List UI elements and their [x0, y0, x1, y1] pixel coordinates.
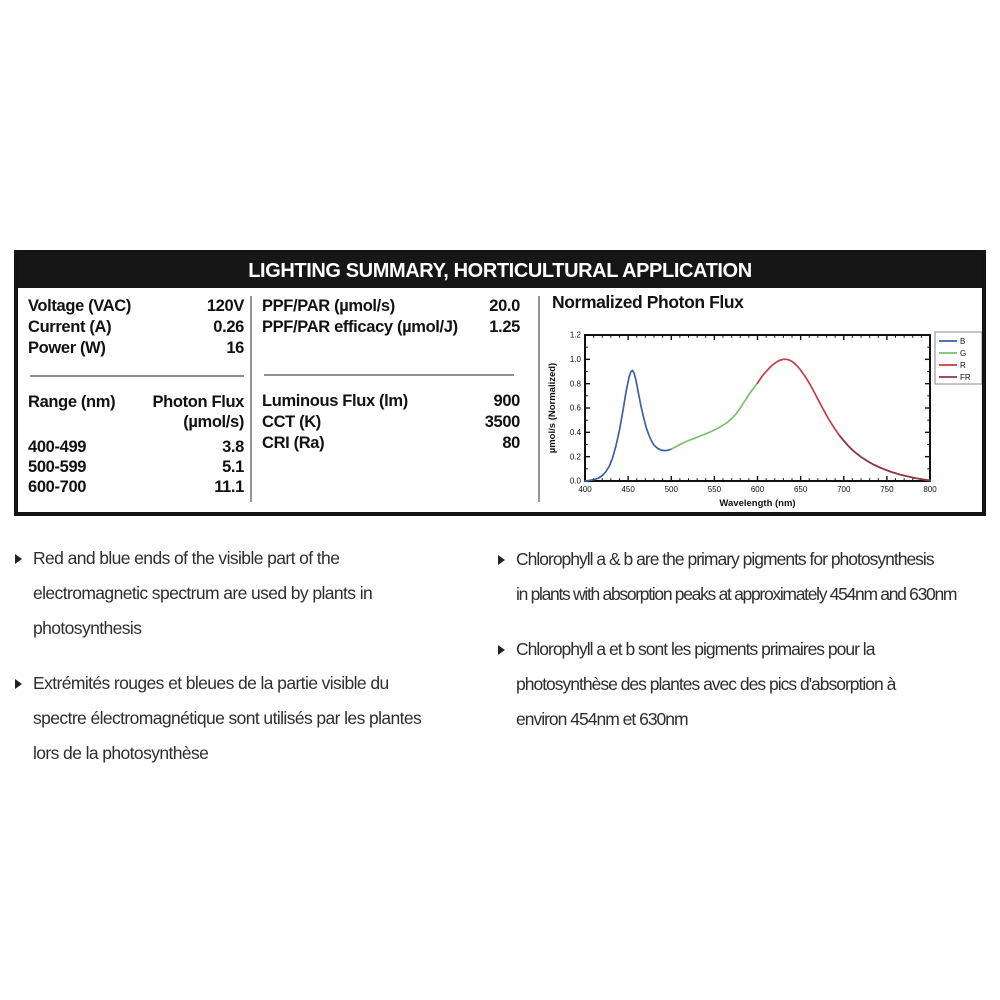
svg-text:Wavelength (nm): Wavelength (nm) — [719, 498, 796, 509]
panel-body — [18, 288, 982, 512]
spec-value: 80 — [502, 434, 520, 452]
svg-text:R: R — [960, 360, 966, 370]
svg-text:400: 400 — [578, 485, 592, 494]
spec-value: 3500 — [484, 413, 520, 431]
bullet-line: spectre électromagnétique sont utilisés par les plantes — [33, 708, 422, 728]
svg-text:450: 450 — [621, 485, 635, 494]
svg-text:1.2: 1.2 — [569, 330, 581, 340]
svg-text:0.2: 0.2 — [569, 452, 581, 462]
svg-text:FR: FR — [960, 372, 971, 382]
bullet-line: in plants with absorption peaks at approximately 454nm and 630nm — [516, 584, 957, 604]
electrical-specs-column — [28, 288, 244, 497]
note-french-spectrum — [14, 666, 484, 771]
bullet-line: Red and blue ends of the visible part of the — [33, 548, 340, 568]
chart-column — [546, 288, 982, 512]
range-row-400-499 — [28, 437, 244, 457]
range-row-500-599 — [28, 457, 244, 477]
range-table-header — [28, 392, 244, 432]
svg-text:0.6: 0.6 — [569, 403, 581, 413]
spec-value: 16 — [226, 339, 244, 357]
bullet-line: Chlorophyll a & b are the primary pigments for photosynthesis — [516, 549, 934, 569]
spec-row-cct — [262, 412, 520, 433]
bullet-line: Extrémités rouges et bleues de la partie visible du — [33, 673, 389, 693]
svg-text:800: 800 — [923, 485, 937, 494]
bullet-line: photosynthesis — [33, 618, 142, 638]
spec-label: Power (W) — [28, 339, 106, 357]
range-value: 11.1 — [214, 478, 244, 496]
range-value: 5.1 — [222, 458, 244, 476]
electrical-specs-rows — [28, 288, 244, 359]
column-divider-1 — [250, 296, 252, 502]
bullet-line: lors de la photosynthèse — [33, 743, 209, 763]
spec-label: Current (A) — [28, 318, 112, 336]
spec-label: PPF/PAR (µmol/s) — [262, 297, 395, 315]
spec-value: 900 — [493, 392, 520, 410]
range-header-units — [153, 392, 244, 432]
spec-row-luminous-flux — [262, 391, 520, 412]
bullet-line: Chlorophyll a et b sont les pigments primaires pour la — [516, 639, 875, 659]
note-french-chlorophyll — [497, 632, 995, 737]
range-row-600-700 — [28, 477, 244, 497]
spec-value: 1.25 — [489, 318, 520, 336]
spec-row-cri — [262, 433, 520, 454]
spec-value: 120V — [206, 297, 244, 315]
panel-title: LIGHTING SUMMARY, HORTICULTURAL APPLICATION — [248, 259, 752, 282]
panel-header — [18, 254, 982, 288]
svg-text:0.8: 0.8 — [569, 379, 581, 389]
note-english-spectrum — [14, 541, 484, 646]
notes-left-column — [14, 541, 484, 791]
bullet-text — [33, 541, 372, 646]
separator-line — [264, 374, 514, 376]
spec-value: 20.0 — [489, 297, 520, 315]
range-label: 500-599 — [28, 458, 87, 476]
bullet-line: environ 454nm et 630nm — [516, 709, 688, 729]
svg-text:B: B — [960, 336, 966, 346]
spec-value: 0.26 — [213, 318, 244, 336]
svg-text:600: 600 — [750, 485, 765, 494]
range-table-rows — [28, 437, 244, 497]
bullet-text — [516, 632, 895, 737]
bullet-triangle-icon — [498, 555, 505, 565]
spec-label: PPF/PAR efficacy (µmol/J) — [262, 318, 458, 336]
svg-text:550: 550 — [707, 485, 722, 494]
column-divider-2 — [538, 296, 540, 502]
lighting-summary-panel — [14, 250, 986, 516]
spec-label: CCT (K) — [262, 413, 321, 431]
svg-text:µmol/s (Normalized): µmol/s (Normalized) — [547, 362, 558, 454]
svg-text:700: 700 — [837, 485, 851, 494]
spec-row-ppf-efficacy — [262, 317, 520, 338]
spec-row-power — [28, 338, 244, 359]
bullet-text — [516, 542, 956, 612]
spec-label: Voltage (VAC) — [28, 297, 132, 315]
svg-text:750: 750 — [880, 485, 894, 494]
svg-text:650: 650 — [793, 485, 808, 494]
range-value: 3.8 — [222, 438, 244, 456]
svg-text:1.0: 1.0 — [569, 354, 581, 364]
bullet-line: electromagnetic spectrum are used by plants in — [33, 583, 373, 603]
svg-text:G: G — [960, 348, 967, 358]
separator-line — [30, 375, 244, 377]
chart-title: Normalized Photon Flux — [552, 292, 744, 312]
svg-text:0.4: 0.4 — [569, 427, 581, 437]
range-header-label: Range (nm) — [28, 393, 116, 411]
photon-flux-chart — [546, 322, 982, 514]
range-label: 400-499 — [28, 438, 87, 456]
range-header-units-line2: (µmol/s) — [183, 413, 244, 431]
bullet-triangle-icon — [15, 679, 22, 689]
luminous-rows — [262, 391, 520, 454]
spec-label: Luminous Flux (lm) — [262, 392, 408, 410]
bullet-line: photosynthèse des plantes avec des pics d'absorption à — [516, 674, 896, 694]
bullet-triangle-icon — [15, 554, 22, 564]
photometric-specs-column — [262, 288, 520, 454]
note-english-chlorophyll — [497, 542, 995, 612]
ppf-rows — [262, 288, 520, 338]
spec-row-ppf — [262, 296, 520, 317]
bullet-triangle-icon — [498, 645, 505, 655]
svg-text:0.0: 0.0 — [569, 476, 581, 486]
range-label: 600-700 — [28, 478, 87, 496]
svg-text:500: 500 — [664, 485, 678, 494]
bullet-text — [33, 666, 421, 771]
spec-row-voltage — [28, 296, 244, 317]
spec-label: CRI (Ra) — [262, 434, 325, 452]
range-header-units-line1: Photon Flux — [152, 393, 244, 411]
spec-row-current — [28, 317, 244, 338]
notes-right-column — [497, 542, 995, 757]
